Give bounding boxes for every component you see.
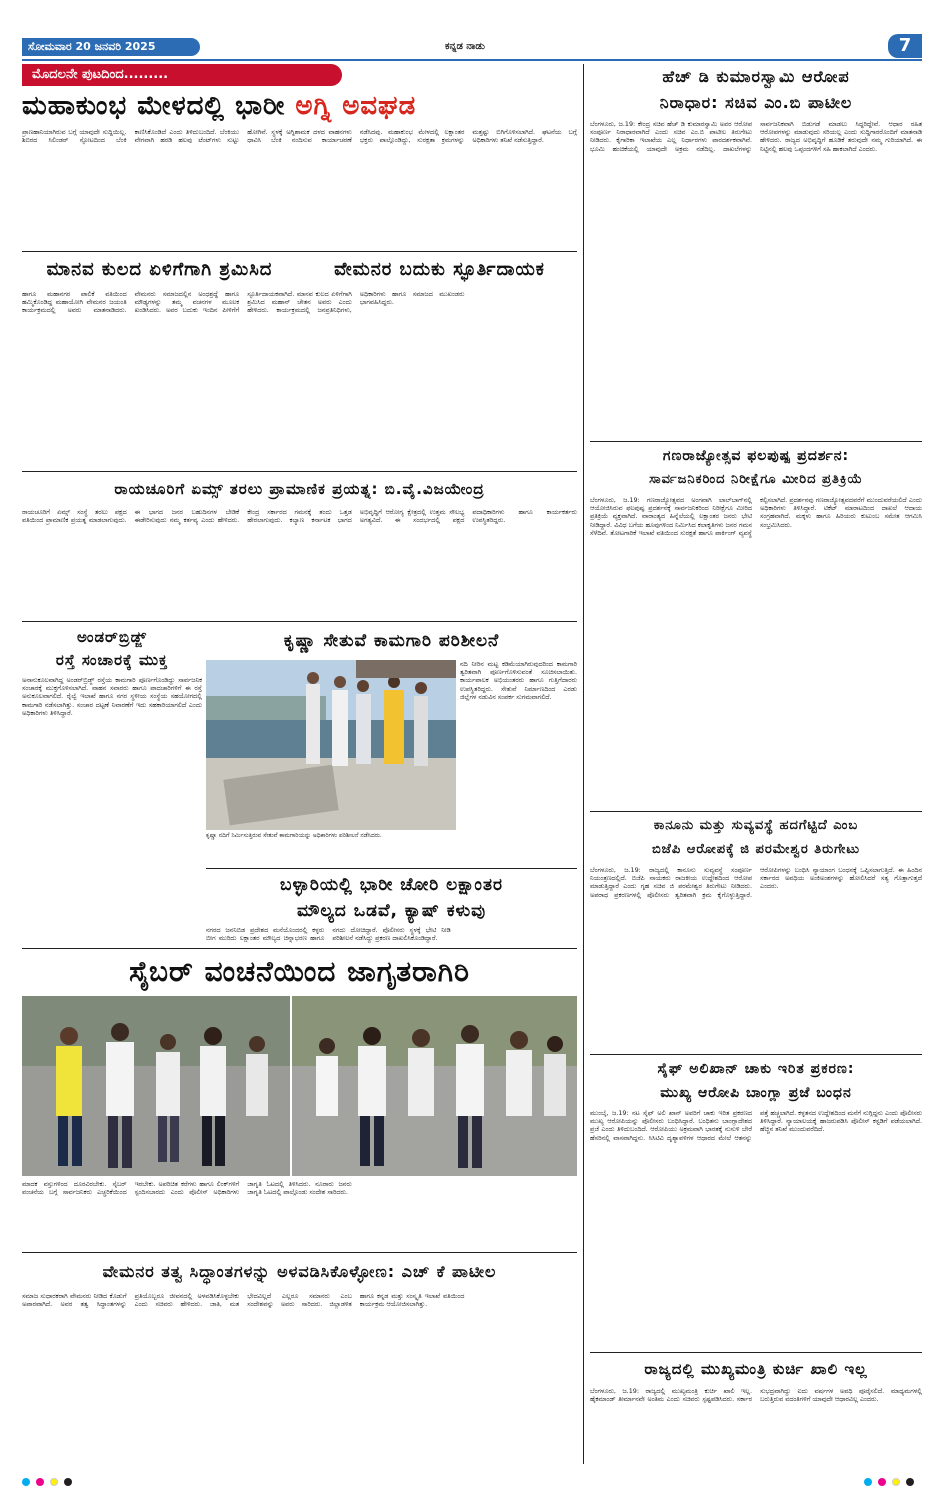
registration-dot <box>878 1478 886 1486</box>
headline-vemana-tattva: ವೇಮನರ ತತ್ವ ಸಿದ್ಧಾಂತಗಳನ್ನು ಅಳವಡಿಸಿಕೊಳ್ಳೋಣ: ಎಚ್ ಕೆ ಪಾಟೀಲ <box>102 1262 497 1281</box>
headline-mahakumbha <box>22 88 577 124</box>
divider <box>22 621 577 622</box>
divider <box>22 251 577 252</box>
article-raichur: ರಾಯಚೂರಿಗೆ ಏಮ್ಸ್ ಸಂಸ್ಥೆ ತರಲು ಪಕ್ಷದ ವತಿಯಿಂದ ಪ್ರಾಮಾಣಿಕ ಪ್ರಯತ್ನ ಮಾಡಲಾಗುವುದು. ಈ ಭಾಗದ ಜನರ ಬಹುದಿನಗಳ ಬೇಡಿಕೆ ಈಡೇರಿಸುವುದು ನಮ್ಮ ಕರ್ತವ್ಯ ಎಂದು ಹೇಳಿದರು. ಕೇಂದ್ರ ಸರ್ಕಾರದ ಗಮನಕ್ಕೆ ತಂದು ಒತ್ತಡ ಹೇರಲಾಗುವುದು. ಕಲ್ಯಾಣ ಕರ್ನಾಟಕ ಭಾಗದ ಅಭಿವೃದ್ಧಿಗೆ ಆರೋಗ್ಯ ಕ್ಷೇತ್ರದಲ್ಲಿ ಉತ್ತಮ ಸೌಲಭ್ಯ ಅಗತ್ಯವಿದೆ. ಈ ಸಂದರ್ಭದಲ್ಲಿ ಪಕ್ಷದ ಪದಾಧಿಕಾರಿಗಳು ಹಾಗೂ ಕಾರ್ಯಕರ್ತರು ಉಪಸ್ಥಿತರಿದ್ದರು. <box>22 508 577 525</box>
article-cm-chair: ಬೆಂಗಳೂರು, ಜ.19: ರಾಜ್ಯದಲ್ಲಿ ಮುಖ್ಯಮಂತ್ರಿ ಕುರ್ಚಿ ಖಾಲಿ ಇಲ್ಲ. ಹೈಕಮಾಂಡ್ ತೀರ್ಮಾನವೇ ಅಂತಿಮ ಎಂದು ಸಚಿವರು ಸ್ಪಷ್ಟಪಡಿಸಿದರು. ಸರ್ಕಾರ ಸುಭದ್ರವಾಗಿದ್ದು ಐದು ವರ್ಷಗಳ ಅವಧಿ ಪೂರೈಸಲಿದೆ. ಮಾಧ್ಯಮಗಳಲ್ಲಿ ಬರುತ್ತಿರುವ ವದಂತಿಗಳಿಗೆ ಯಾವುದೇ ಆಧಾರವಿಲ್ಲ ಎಂದರು. <box>590 1387 922 1404</box>
article-law: ಬೆಂಗಳೂರು, ಜ.19: ರಾಜ್ಯದಲ್ಲಿ ಕಾನೂನು ಸುವ್ಯವಸ್ಥೆ ಸಂಪೂರ್ಣ ನಿಯಂತ್ರಣದಲ್ಲಿದೆ. ಬಿಜೆಪಿ ನಾಯಕರು ರಾಜಕೀಯ ಉದ್ದೇಶದಿಂದ ಆರೋಪ ಮಾಡುತ್ತಿದ್ದಾರೆ ಎಂದು ಗೃಹ ಸಚಿವ ಜಿ ಪರಮೇಶ್ವರ ತಿರುಗೇಟು ನೀಡಿದರು. ಅಪರಾಧ ಪ್ರಕರಣಗಳಲ್ಲಿ ಪೊಲೀಸರು ತ್ವರಿತವಾಗಿ ಕ್ರಮ ಕೈಗೊಳ್ಳುತ್ತಿದ್ದಾರೆ. ಆರೋಪಿಗಳನ್ನು ಬಂಧಿಸಿ ನ್ಯಾಯಾಂಗ ಬಂಧನಕ್ಕೆ ಒಪ್ಪಿಸಲಾಗುತ್ತಿದೆ. ಈ ಹಿಂದಿನ ಸರ್ಕಾರದ ಅವಧಿಯ ಅಂಕಿಅಂಶಗಳನ್ನು ಹೋಲಿಸಿದರೆ ಸತ್ಯ ಗೊತ್ತಾಗುತ್ತದೆ ಎಂದರು. <box>590 866 922 899</box>
divider <box>22 1252 577 1253</box>
headline-krishna: ಕೃಷ್ಣಾ ಸೇತುವೆ ಕಾಮಗಾರಿ ಪರಿಶೀಲನೆ <box>283 631 500 651</box>
paper-name: ಕನ್ನಡ ನಾಡು <box>445 41 485 52</box>
article-vemana-tattva: ಸಮಾಜ ಸುಧಾರಕರಾಗಿ ವೇಮನರು ನೀಡಿದ ಕೊಡುಗೆ ಅಪಾರವಾಗಿದೆ. ಅವರ ತತ್ವ ಸಿದ್ಧಾಂತಗಳನ್ನು ಪ್ರತಿಯೊಬ್ಬರೂ ಜೀವನದಲ್ಲಿ ಅಳವಡಿಸಿಕೊಳ್ಳಬೇಕು ಎಂದು ಸಚಿವರು ಹೇಳಿದರು. ಜಾತಿ, ಮತ ಭೇದವಿಲ್ಲದೆ ಎಲ್ಲರೂ ಸಮಾನರು ಎಂಬ ಸಂದೇಶವನ್ನು ಅವರು ಸಾರಿದರು. ಜಿಲ್ಲಾಡಳಿತ ಹಾಗೂ ಕನ್ನಡ ಮತ್ತು ಸಂಸ್ಕೃತಿ ಇಲಾಖೆ ವತಿಯಿಂದ ಕಾರ್ಯಕ್ರಮ ಆಯೋಜಿಸಲಾಗಿತ್ತು. <box>22 1292 465 1309</box>
headline-hdk-1: ಹೆಚ್ ಡಿ ಕುಮಾರಸ್ವಾಮಿ ಆರೋಪ <box>662 67 850 86</box>
krishna-photo-graphic <box>206 660 456 830</box>
headline-ballari-2: ಮೌಲ್ಯದ ಒಡವೆ, ಕ್ಯಾಷ್ ಕಳುವು <box>296 901 487 921</box>
article-mahakumbha: ಪ್ರಾಣಹಾನಿಯಾಗಿರುವ ಬಗ್ಗೆ ಯಾವುದೇ ಸುದ್ದಿಯಿಲ್ಲ. ಶಿಬಿರದ ಸಿಲಿಂಡರ್ ಸ್ಫೋಟದಿಂದ ಬೆಂಕಿ ಕಾಣಿಸಿಕೊಂಡಿದೆ ಎಂದು ತಿಳಿದುಬಂದಿದೆ. ಬೆಂಕಿಯು ವೇಗವಾಗಿ ಹರಡಿ ಹಲವು ಟೆಂಟ್‌ಗಳು ಸುಟ್ಟು ಹೋಗಿವೆ. ಸ್ಥಳಕ್ಕೆ ಅಗ್ನಿಶಾಮಕ ದಳದ ವಾಹನಗಳು ಧಾವಿಸಿ ಬೆಂಕಿ ನಂದಿಸುವ ಕಾರ್ಯಾಚರಣೆ ನಡೆಸಿದವು. ಮಹಾಕುಂಭ ಮೇಳದಲ್ಲಿ ಲಕ್ಷಾಂತರ ಭಕ್ತರು ಪಾಲ್ಗೊಂಡಿದ್ದು, ಸುರಕ್ಷತಾ ಕ್ರಮಗಳನ್ನು ಮತ್ತಷ್ಟು ಬಿಗಿಗೊಳಿಸಲಾಗಿದೆ. ಘಟನೆಯ ಬಗ್ಗೆ ಅಧಿಕಾರಿಗಳು ತನಿಖೆ ನಡೆಸುತ್ತಿದ್ದಾರೆ. <box>22 128 577 145</box>
registration-dot <box>36 1478 44 1486</box>
headline-ballari-1: ಬಳ್ಳಾರಿಯಲ್ಲಿ ಭಾರೀ ಚೋರಿ ಲಕ್ಷಾಂತರ <box>280 875 503 895</box>
headline-raichur: ರಾಯಚೂರಿಗೆ ಏಮ್ಸ್ ತರಲು ಪ್ರಾಮಾಣಿಕ ಪ್ರಯತ್ನ: ಬಿ.ವೈ.ವಿಜಯೇಂದ್ರ <box>114 480 485 498</box>
article-underbridge: ಅನಾನುಕೂಲವಾಗಿದ್ದ ಅಂಡರ್‌ಬ್ರಿಡ್ಜ್ ರಸ್ತೆಯ ಕಾಮಗಾರಿ ಪೂರ್ಣಗೊಂಡಿದ್ದು ಸಾರ್ವಜನಿಕ ಸಂಚಾರಕ್ಕೆ ಮುಕ್ತಗೊಳಿಸಲಾಗಿದೆ. ವಾಹನ ಸವಾರರು ಹಾಗೂ ಪಾದಚಾರಿಗಳಿಗೆ ಈ ರಸ್ತೆ ಅನುಕೂಲವಾಗಲಿದೆ. ರೈಲ್ವೆ ಇಲಾಖೆ ಹಾಗೂ ನಗರ ಸ್ಥಳೀಯ ಸಂಸ್ಥೆಯ ಸಹಯೋಗದಲ್ಲಿ ಕಾಮಗಾರಿ ನಡೆಸಲಾಗಿತ್ತು. ಸಂಚಾರ ದಟ್ಟಣೆ ನಿವಾರಣೆಗೆ ಇದು ಸಹಕಾರಿಯಾಗಲಿದೆ ಎಂದು ಅಧಿಕಾರಿಗಳು ತಿಳಿಸಿದ್ದಾರೆ. <box>22 676 202 717</box>
divider <box>590 441 922 442</box>
headline-mahakumbha-part1: ಮಹಾಕುಂಭ ಮೇಳದಲ್ಲಿ ಭಾರೀ <box>22 91 286 121</box>
article-vemana: ಹಾಗೂ ಮಹಾನಗರ ಪಾಲಿಕೆ ವತಿಯಿಂದ ಹಮ್ಮಿಕೊಂಡಿದ್ದ ಮಹಾಯೋಗಿ ವೇಮನರ ಜಯಂತಿ ಕಾರ್ಯಕ್ರಮದಲ್ಲಿ ಅವರು ಮಾತನಾಡಿದರು. ವೇಮನರು ಸಮಾಜದಲ್ಲಿನ ಅಂಧಶ್ರದ್ಧೆ ಹಾಗೂ ಮೌಢ್ಯಗಳನ್ನು ತಮ್ಮ ವಚನಗಳ ಮೂಲಕ ಖಂಡಿಸಿದರು. ಅವರ ಬದುಕು ಇಂದಿನ ಪೀಳಿಗೆಗೆ ಸ್ಫೂರ್ತಿದಾಯಕವಾಗಿದೆ. ಮಾನವ ಕುಲದ ಏಳಿಗೆಗಾಗಿ ಶ್ರಮಿಸಿದ ಮಹಾನ್ ಚೇತನ ಅವರು ಎಂದು ಹೇಳಿದರು. ಕಾರ್ಯಕ್ರಮದಲ್ಲಿ ಜನಪ್ರತಿನಿಧಿಗಳು, ಅಧಿಕಾರಿಗಳು ಹಾಗೂ ಸಮಾಜದ ಮುಖಂಡರು ಭಾಗವಹಿಸಿದ್ದರು. <box>22 290 465 315</box>
headline-underbridge-2: ರಸ್ತೆ ಸಂಚಾರಕ್ಕೆ ಮುಕ್ತ <box>55 651 169 669</box>
divider <box>590 811 922 812</box>
divider <box>590 1054 922 1055</box>
headline-cm-chair: ರಾಜ್ಯದಲ್ಲಿ ಮುಖ್ಯಮಂತ್ರಿ ಕುರ್ಚಿ ಖಾಲಿ ಇಲ್ಲ <box>644 1360 868 1378</box>
article-hdk: ಬೆಂಗಳೂರು, ಜ.19: ಕೇಂದ್ರ ಸಚಿವ ಹೆಚ್ ಡಿ ಕುಮಾರಸ್ವಾಮಿ ಅವರ ಆರೋಪ ಸಂಪೂರ್ಣ ನಿರಾಧಾರವಾಗಿದೆ ಎಂದು ಸಚಿವ ಎಂ.ಬಿ ಪಾಟೀಲ ತಿರುಗೇಟು ನೀಡಿದರು. ಕೈಗಾರಿಕಾ ಇಲಾಖೆಯ ಎಲ್ಲ ನಿರ್ಧಾರಗಳು ಪಾರದರ್ಶಕವಾಗಿವೆ. ಭೂಮಿ ಹಂಚಿಕೆಯಲ್ಲಿ ಯಾವುದೇ ಅಕ್ರಮ ನಡೆದಿಲ್ಲ. ದಾಖಲೆಗಳನ್ನು ಸಾರ್ವಜನಿಕವಾಗಿ ಬಿಡುಗಡೆ ಮಾಡಲು ಸಿದ್ಧರಿದ್ದೇವೆ. ಆಧಾರ ರಹಿತ ಆರೋಪಗಳನ್ನು ಮಾಡುವುದು ಸರಿಯಲ್ಲ ಎಂದು ಸುದ್ದಿಗಾರರೊಂದಿಗೆ ಮಾತನಾಡಿ ಹೇಳಿದರು. ರಾಜ್ಯದ ಅಭಿವೃದ್ಧಿಗೆ ಹೂಡಿಕೆ ತರುವುದೇ ನಮ್ಮ ಗುರಿಯಾಗಿದೆ. ಈ ನಿಟ್ಟಿನಲ್ಲಿ ಹಲವು ಒಪ್ಪಂದಗಳಿಗೆ ಸಹಿ ಹಾಕಲಾಗಿದೆ ಎಂದರು. <box>590 120 922 153</box>
registration-dot <box>64 1478 72 1486</box>
divider <box>590 1352 922 1353</box>
headline-saif-1: ಸೈಫ್ ಅಲಿಖಾನ್ ಚಾಕು ಇರಿತ ಪ್ರಕರಣ: <box>657 1061 855 1077</box>
section-tag-text: ಮೊದಲನೇ ಪುಟದಿಂದ......... <box>32 67 169 82</box>
masthead-rule <box>22 59 922 61</box>
page-number: 7 <box>898 35 912 56</box>
headline-law-1: ಕಾನೂನು ಮತ್ತು ಸುವ್ಯವಸ್ಥೆ ಹದಗೆಟ್ಟಿದೆ ಎಂಬ <box>653 818 859 833</box>
section-tag <box>22 64 342 86</box>
headline-saif-2: ಮುಖ್ಯ ಆರೋಪಿ ಬಾಂಗ್ಲಾ ಪ್ರಜೆ ಬಂಧನ <box>660 1085 852 1101</box>
registration-marks-right <box>842 1476 922 1488</box>
article-flower: ಬೆಂಗಳೂರು, ಜ.19: ಗಣರಾಜ್ಯೋತ್ಸವದ ಅಂಗವಾಗಿ ಲಾಲ್‌ಬಾಗ್‌ನಲ್ಲಿ ಆಯೋಜಿಸಿರುವ ಫಲಪುಷ್ಪ ಪ್ರದರ್ಶನಕ್ಕೆ ಸಾರ್ವಜನಿಕರಿಂದ ನಿರೀಕ್ಷೆಗೂ ಮೀರಿದ ಪ್ರತಿಕ್ರಿಯೆ ವ್ಯಕ್ತವಾಗಿದೆ. ವಾರಾಂತ್ಯದ ಹಿನ್ನೆಲೆಯಲ್ಲಿ ಲಕ್ಷಾಂತರ ಜನರು ಭೇಟಿ ನೀಡಿದ್ದಾರೆ. ವಿವಿಧ ಬಗೆಯ ಹೂವುಗಳಿಂದ ನಿರ್ಮಿಸಿದ ಕಲಾಕೃತಿಗಳು ಜನರ ಗಮನ ಸೆಳೆದಿವೆ. ತೋಟಗಾರಿಕೆ ಇಲಾಖೆ ವತಿಯಿಂದ ಸುರಕ್ಷತೆ ಹಾಗೂ ಪಾರ್ಕಿಂಗ್ ವ್ಯವಸ್ಥೆ ಕಲ್ಪಿಸಲಾಗಿದೆ. ಪ್ರದರ್ಶನವು ಗಣರಾಜ್ಯೋತ್ಸವದವರೆಗೆ ಮುಂದುವರೆಯಲಿದೆ ಎಂದು ಅಧಿಕಾರಿಗಳು ತಿಳಿಸಿದ್ದಾರೆ. ಟಿಕೆಟ್ ಮಾರಾಟದಿಂದ ದಾಖಲೆ ಆದಾಯ ಸಂಗ್ರಹವಾಗಿದೆ. ಮಕ್ಕಳು ಹಾಗೂ ಹಿರಿಯರು ಕುಟುಂಬ ಸಮೇತ ಆಗಮಿಸಿ ಸಂಭ್ರಮಿಸಿದರು. <box>590 496 922 537</box>
registration-dot <box>906 1478 914 1486</box>
divider <box>206 868 577 869</box>
divider <box>22 948 577 949</box>
registration-dot <box>22 1478 30 1486</box>
masthead <box>0 0 945 62</box>
article-cyber: ಮಾದಕ ವಸ್ತುಗಳಿಂದ ದೂರವಿರಬೇಕು. ಸೈಬರ್ ವಂಚನೆಯ ಬಗ್ಗೆ ಸಾರ್ವಜನಿಕರು ಎಚ್ಚರಿಕೆಯಿಂದ ಇರಬೇಕು. ಅಪರಿಚಿತ ಕರೆಗಳು ಹಾಗೂ ಲಿಂಕ್‌ಗಳಿಗೆ ಸ್ಪಂದಿಸಬಾರದು ಎಂದು ಪೊಲೀಸ್ ಅಧಿಕಾರಿಗಳು ಜಾಗೃತಿ ಓಟದಲ್ಲಿ ತಿಳಿಸಿದರು. ನೂರಾರು ಜನರು ಜಾಗೃತಿ ಓಟದಲ್ಲಿ ಪಾಲ್ಗೊಂಡು ಸಂದೇಶ ಸಾರಿದರು. <box>22 1180 352 1197</box>
article-saif: ಮುಂಬೈ, ಜ.19: ನಟ ಸೈಫ್ ಅಲಿ ಖಾನ್ ಅವರಿಗೆ ಚಾಕು ಇರಿತ ಪ್ರಕರಣದ ಮುಖ್ಯ ಆರೋಪಿಯನ್ನು ಪೊಲೀಸರು ಬಂಧಿಸಿದ್ದಾರೆ. ಬಂಧಿತನು ಬಾಂಗ್ಲಾದೇಶದ ಪ್ರಜೆ ಎಂದು ತಿಳಿದುಬಂದಿದೆ. ಆರೋಪಿಯು ಅಕ್ರಮವಾಗಿ ಭಾರತಕ್ಕೆ ನುಸುಳಿ ಬೇರೆ ಹೆಸರಿನಲ್ಲಿ ವಾಸವಾಗಿದ್ದನು. ಸಿಸಿಟಿವಿ ದೃಶ್ಯಾವಳಿಗಳ ಆಧಾರದ ಮೇಲೆ ಆತನನ್ನು ಪತ್ತೆ ಹಚ್ಚಲಾಗಿದೆ. ಕಳ್ಳತನದ ಉದ್ದೇಶದಿಂದ ಮನೆಗೆ ನುಗ್ಗಿದ್ದನು ಎಂದು ಪೊಲೀಸರು ತಿಳಿಸಿದ್ದಾರೆ. ನ್ಯಾಯಾಲಯಕ್ಕೆ ಹಾಜರುಪಡಿಸಿ ಪೊಲೀಸ್ ಕಸ್ಟಡಿಗೆ ಪಡೆಯಲಾಗಿದೆ. ಹೆಚ್ಚಿನ ತನಿಖೆ ಮುಂದುವರೆದಿದೆ. <box>590 1109 922 1142</box>
headline-flower-2: ಸಾರ್ವಜನಿಕರಿಂದ ನಿರೀಕ್ಷೆಗೂ ಮೀರಿದ ಪ್ರತಿಕ್ರಿಯೆ <box>649 472 863 487</box>
registration-marks-left <box>22 1476 102 1488</box>
cyber-photo-left-graphic <box>22 996 290 1176</box>
cyber-photo-right <box>292 996 577 1176</box>
column-divider <box>583 64 584 1464</box>
cyber-photo-left <box>22 996 290 1176</box>
registration-dot <box>864 1478 872 1486</box>
headline-vemana-badaku: ವೇಮನರ ಬದುಕು ಸ್ಫೂರ್ತಿದಾಯಕ <box>334 259 545 280</box>
headline-flower-1: ಗಣರಾಜ್ಯೋತ್ಸವ ಫಲಪುಷ್ಪ ಪ್ರದರ್ಶನ: <box>662 448 850 464</box>
headline-manava-kula: ಮಾನವ ಕುಲದ ಏಳಿಗೆಗಾಗಿ ಶ್ರಮಿಸಿದ <box>46 259 273 280</box>
headline-law-2: ಬಿಜೆಪಿ ಆರೋಪಕ್ಕೆ ಜಿ ಪರಮೇಶ್ವರ ತಿರುಗೇಟು <box>651 842 861 857</box>
date-line: ಸೋಮವಾರ 20 ಜನವರಿ 2025 <box>28 40 156 53</box>
article-ballari: ನಗರದ ಜನನಿಬಿಡ ಪ್ರದೇಶದ ಮನೆಯೊಂದರಲ್ಲಿ ಕಳ್ಳರು ಬೀಗ ಮುರಿದು ಲಕ್ಷಾಂತರ ಮೌಲ್ಯದ ಚಿನ್ನಾಭರಣ ಹಾಗೂ ನಗದು ದೋಚಿದ್ದಾರೆ. ಪೊಲೀಸರು ಸ್ಥಳಕ್ಕೆ ಭೇಟಿ ನೀಡಿ ಪರಿಶೀಲನೆ ನಡೆಸಿದ್ದು ಪ್ರಕರಣ ದಾಖಲಿಸಿಕೊಂಡಿದ್ದಾರೆ. <box>206 926 451 943</box>
headline-underbridge-1: ಅಂಡರ್‌ಬ್ರಿಡ್ಜ್ <box>76 628 148 646</box>
headline-hdk-2: ನಿರಾಧಾರ: ಸಚಿವ ಎಂ.ಬಿ ಪಾಟೀಲ <box>659 93 853 112</box>
headline-mahakumbha-part2: ಅಗ್ನಿ ಅವಘಡ <box>295 91 417 121</box>
registration-dot <box>50 1478 58 1486</box>
cyber-photo-right-graphic <box>292 996 577 1176</box>
registration-dot <box>892 1478 900 1486</box>
divider <box>22 471 577 472</box>
headline-cyber: ಸೈಬರ್ ವಂಚನೆಯಿಂದ ಜಾಗೃತರಾಗಿರಿ <box>129 955 470 988</box>
krishna-photo <box>206 660 456 830</box>
article-krishna: ನದಿ ನೀರಿನ ಮಟ್ಟ ಕಡಿಮೆಯಾಗಿರುವುದರಿಂದ ಕಾಮಗಾರಿ ತ್ವರಿತವಾಗಿ ಪೂರ್ಣಗೊಳಿಸುವಂತೆ ಸೂಚಿಸಲಾಯಿತು. ಕಾರ್ಯಪಾಲಕ ಅಭಿಯಂತರರು ಹಾಗೂ ಗುತ್ತಿಗೆದಾರರು ಉಪಸ್ಥಿತರಿದ್ದರು. ಸೇತುವೆ ನಿರ್ಮಾಣದಿಂದ ಎರಡು ಜಿಲ್ಲೆಗಳ ನಡುವಿನ ಸಂಪರ್ಕ ಸುಗಮವಾಗಲಿದೆ. <box>460 660 577 701</box>
krishna-caption: ಕೃಷ್ಣಾ ನದಿಗೆ ನಿರ್ಮಿಸುತ್ತಿರುವ ಸೇತುವೆ ಕಾಮಗಾರಿಯನ್ನು ಅಧಿಕಾರಿಗಳು ಪರಿಶೀಲನೆ ನಡೆಸಿದರು. <box>206 832 382 839</box>
